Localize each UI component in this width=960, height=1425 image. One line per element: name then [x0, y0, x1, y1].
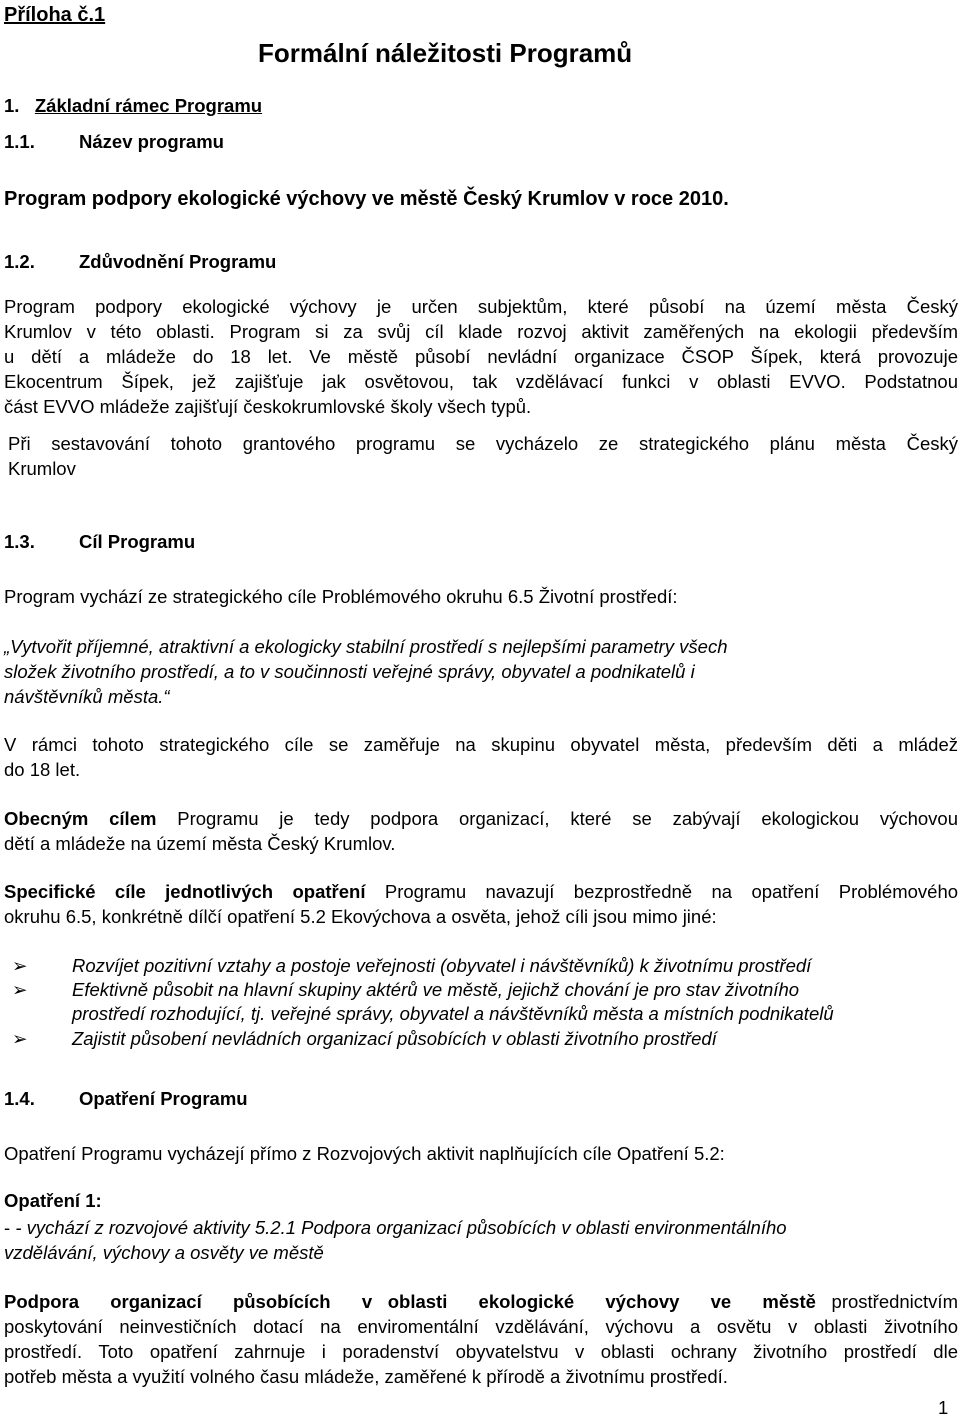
measures-intro: Opatření Programu vycházejí přímo z Rozvojových aktivit naplňujících cíle Opatření 5.2:: [4, 1143, 725, 1164]
section-1-3-heading: [4, 531, 196, 553]
strategic-plan-paragraph: [8, 431, 958, 481]
list-item-text: Efektivně působit na hlavní skupiny aktérů ve městě, jejichž chování je pro stav životního: [72, 979, 800, 1000]
support-paragraph: [4, 1289, 958, 1389]
section-label: Zdůvodnění Programu: [79, 251, 277, 272]
paragraph-line: poskytování neinvestičních dotací na enviromentální vzdělávání, výchovu a osvětu v oblasti životního: [4, 1316, 958, 1337]
section-number: 1.: [4, 95, 20, 116]
paragraph-line: [4, 1289, 958, 1314]
paragraph-line: u dětí a mládeže do 18 let. Ve městě působí nevládní organizace ČSOP Šípek, která provozuje: [4, 346, 958, 367]
paragraph-line: V rámci tohoto strategického cíle se zaměřuje na skupinu obyvatel města, především děti a mládež: [4, 734, 958, 755]
paragraph-line: Krumlov: [8, 458, 76, 479]
paragraph-line: Při sestavování tohoto grantového programu se vycházelo ze strategického plánu města Český: [8, 433, 958, 454]
annex-label: Příloha č.1: [4, 4, 106, 26]
paragraph-line: Krumlov v této oblasti. Program si za svůj cíl klade rozvoj aktivit zaměřených na ekologii především: [4, 321, 958, 342]
target-group-paragraph: [4, 732, 958, 782]
paragraph-text: prostřednictvím: [831, 1291, 958, 1312]
arrow-bullet-icon: ➢: [12, 979, 28, 1000]
list-item: [4, 1026, 958, 1051]
section-label: Opatření Programu: [79, 1088, 248, 1109]
specific-goals-paragraph: [4, 879, 958, 929]
paragraph-line: vzdělávání, výchovy a osvěty ve městě: [4, 1242, 324, 1263]
section-1-4-heading: [4, 1088, 248, 1110]
list-item-text: prostředí rozhodující, tj. veřejné správy, obyvatel a návštěvníků města a místních podnikatelů: [72, 1003, 834, 1024]
section-number: 1.3.: [4, 531, 35, 552]
arrow-bullet-icon: ➢: [12, 955, 28, 976]
section-label: Cíl Programu: [79, 531, 196, 552]
section-1-heading: [4, 95, 262, 117]
paragraph-line: potřeb města a využití volného času mládeže, zaměřené k přírodě a životnímu prostředí.: [4, 1366, 728, 1387]
paragraph-line: dětí a mládeže na území města Český Krumlov.: [4, 833, 396, 854]
measure-1-heading: Opatření 1:: [4, 1190, 102, 1211]
paragraph-text: Programu je tedy podpora organizací, které se zabývají ekologickou výchovou: [177, 808, 958, 829]
document-title: Formální náležitosti Programů: [258, 38, 633, 68]
arrow-bullet-icon: ➢: [12, 1028, 28, 1049]
section-label: Základní rámec Programu: [34, 95, 263, 116]
strategic-goal-intro: Program vychází ze strategického cíle Problémového okruhu 6.5 Životní prostředí:: [4, 586, 678, 607]
paragraph-line: Program podpory ekologické výchovy je určen subjektům, které působí na území města Český: [4, 296, 958, 317]
paragraph-text: Programu navazují bezprostředně na opatření Problémového: [384, 881, 959, 902]
section-number: 1.4.: [4, 1088, 35, 1109]
paragraph-text: - vychází z rozvojové aktivity 5.2.1 Podpora organizací působících v oblasti environmentálního: [15, 1217, 787, 1238]
quote-line: „Vytvořit příjemné, atraktivní a ekologicky stabilní prostředí s nejlepšími parametry všech: [4, 636, 728, 657]
strategic-goal-quote: [4, 634, 958, 709]
program-name: Program podpory ekologické výchovy ve městě Český Krumlov v roce 2010.: [4, 188, 729, 210]
list-item-text: Zajistit působení nevládních organizací působících v oblasti životního prostředí: [72, 1028, 717, 1049]
bold-term: Podpora organizací působících v oblasti ekologické výchovy ve městě: [4, 1291, 816, 1312]
paragraph-line: [4, 879, 958, 904]
section-number: 1.2.: [4, 251, 35, 272]
section-label: Název programu: [79, 131, 224, 152]
paragraph-line: okruhu 6.5, konkrétně dílčí opatření 5.2 Ekovýchova a osvěta, jehož cíli jsou mimo jiné:: [4, 906, 717, 927]
page-number: 1: [938, 1397, 949, 1418]
list-item-text: Rozvíjet pozitivní vztahy a postoje veřejnosti (obyvatel i návštěvníků) k životnímu prostředí: [72, 955, 812, 976]
list-item: [4, 953, 958, 978]
section-1-1-heading: [4, 131, 224, 153]
measure-1-description: [4, 1215, 958, 1265]
paragraph-line: - - vychází z rozvojové aktivity 5.2.1 Podpora organizací působících v oblasti environmentálního: [4, 1217, 787, 1238]
paragraph-line: část EVVO mládeže zajišťují českokrumlovské školy všech typů.: [4, 396, 532, 417]
paragraph-line: [4, 806, 958, 831]
bold-term: Obecným cílem: [4, 808, 157, 829]
section-1-2-heading: [4, 251, 277, 273]
general-goal-paragraph: [4, 806, 958, 856]
bold-term: Specifické cíle jednotlivých opatření: [4, 881, 366, 902]
paragraph-line: do 18 let.: [4, 759, 81, 780]
justification-paragraph: [4, 294, 958, 419]
paragraph-line: Ekocentrum Šípek, jež zajišťuje jak osvětovou, tak vzdělávací funkci v oblasti EVVO. Podstatnou: [4, 371, 958, 392]
quote-line: návštěvníků města.“: [4, 686, 170, 707]
list-item: [4, 977, 958, 1027]
paragraph-line: prostředí. Toto opatření zahrnuje i poradenství obyvatelstvu v oblasti ochrany životního prostředí dle: [4, 1341, 958, 1362]
section-number: 1.1.: [4, 131, 35, 152]
quote-line: složek životního prostředí, a to v součinnosti veřejné správy, obyvatel a podnikatelů i: [4, 661, 695, 682]
